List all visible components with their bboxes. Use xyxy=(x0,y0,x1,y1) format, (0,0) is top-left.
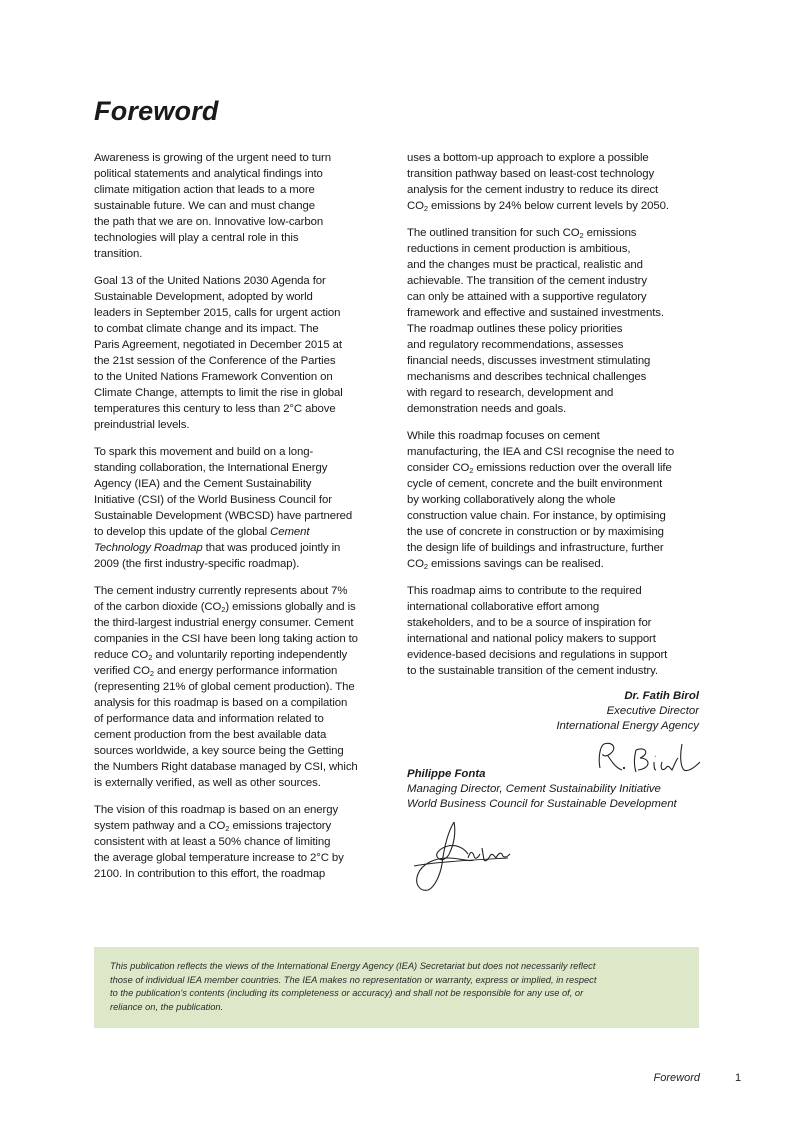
paragraph-goal-13: Goal 13 of the United Nations 2030 Agenda for Sustainable Development, adopted by world leaders in September 2015, calls for urgent action to combat climate change and its impact. The Paris Agreement, negotiated in December 2015 at the 21st session of the Conference of the Parties to the United Nations Framework Convention on Climate Change, attempts to limit the rise in global temperatures this century to less than 2°C above preindustrial levels. xyxy=(94,275,343,431)
text-run: The vision of this roadmap is based on an energy system pathway and a CO xyxy=(94,804,339,832)
text-run: The cement industry currently represents about 7% of the carbon dioxide (CO xyxy=(94,585,348,613)
signatory-name: Dr. Fatih Birol xyxy=(624,690,699,702)
roadmap-title-italic: Cement Technology Roadmap xyxy=(94,526,310,554)
text-run: To spark this movement and build on a long- standing collaboration, the International Energy Agency (IEA) and the Cement Sustainability Initiative (CSI) of the World Business Council for Sustainable Development (WBCSD) have partnered to develop this update of the global xyxy=(94,446,353,538)
subscript-2: 2 xyxy=(225,824,230,833)
text-run: emissions trajectory consistent with at least a 50% chance of limiting the average global temperature increase to 2°C by 2100. In contribution to this effort, the roadmap xyxy=(94,820,344,880)
footer-section-label: Foreword xyxy=(653,1072,700,1084)
text-run: uses a bottom-up approach to explore a possible transition pathway based on least-cost technology analysis for the cement industry to reduce its direct CO xyxy=(407,152,659,212)
paragraph-awareness: Awareness is growing of the urgent need to turn political statements and analytical findings into climate mitigation action that leads to a more sustainable future. We can and must change the path that we are on. Innovative low-carbon technologies will play a central role in this transition. xyxy=(94,152,331,260)
text-run: emissions savings can be realised. xyxy=(427,558,604,570)
signatory-birol xyxy=(407,689,699,734)
subscript-2: 2 xyxy=(423,562,428,571)
paragraph-collaboration xyxy=(94,444,386,572)
text-run: and energy performance information (representing 21% of global cement production). The analysis for this roadmap is based on a compilation of performance data and information related to cement production from the best available data sources worldwide, a key source being the Getting the Numbers Right database managed by CSI, which is externally verified, as well as other sources. xyxy=(94,665,358,789)
disclaimer-text: This publication reflects the views of the International Energy Agency (IEA) Secretariat but does not necessarily reflect those of individual IEA member countries. The IEA makes no representation or warranty, express or implied, in respect to the publication’s contents (including its completeness or accuracy) and shall not be responsible for any use of, or reliance on, the publication. xyxy=(110,961,597,1012)
signatory-fonta xyxy=(407,767,707,812)
paragraph-transition xyxy=(407,225,699,417)
right-column xyxy=(407,150,699,690)
text-run: and voluntarily reporting independently verified CO xyxy=(94,649,348,677)
paragraph-life-cycle xyxy=(407,428,699,572)
disclaimer-box xyxy=(94,947,699,1028)
subscript-2: 2 xyxy=(149,669,154,678)
fonta-signature-image xyxy=(404,818,514,894)
paragraph-bottom-up xyxy=(407,150,699,214)
signatory-title: Managing Director, Cement Sustainability Initiative xyxy=(407,783,661,795)
page-title: Foreword xyxy=(94,96,219,126)
subscript-2: 2 xyxy=(221,605,226,614)
subscript-2: 2 xyxy=(469,466,474,475)
text-run: ) emissions globally and is the third-largest industrial energy consumer. Cement companies in the CSI have been long taking action to reduce CO xyxy=(94,601,358,661)
text-run: emissions reductions in cement production is ambitious, and the changes must be practical, realistic and achievable. The transition of the cement industry can only be attained with a supportive regulatory framework and effective and sustained investments. The roadmap outlines these policy priorities and regulatory recommendations, assesses financial needs, discusses investment stimulating mechanisms and describes technical challenges with regard to research, development and demonstration needs and goals. xyxy=(407,227,664,415)
signatory-org: International Energy Agency xyxy=(556,720,699,732)
left-column xyxy=(94,150,386,893)
text-run: The outlined transition for such CO xyxy=(407,227,580,239)
signatory-org: World Business Council for Sustainable Development xyxy=(407,798,677,810)
signatory-name: Philippe Fonta xyxy=(407,768,486,780)
paragraph-aims: This roadmap aims to contribute to the required international collaborative effort among stakeholders, and to be a source of inspiration for international and national policy makers to support evidence-based decisions and regulations in support to the sustainable transition of the cement industry. xyxy=(407,585,668,677)
subscript-2: 2 xyxy=(148,653,153,662)
subscript-2: 2 xyxy=(423,204,428,213)
signatory-title: Executive Director xyxy=(606,705,699,717)
text-run: While this roadmap focuses on cement manufacturing, the IEA and CSI recognise the need to consider CO xyxy=(407,430,675,474)
text-run: emissions reduction over the overall life cycle of cement, concrete and the built environment by working collaboratively along the whole construction value chain. For instance, by optimising the use of concrete in construction or by maximising the design life of buildings and infrastructure, further CO xyxy=(407,462,672,570)
subscript-2: 2 xyxy=(579,231,584,240)
text-run: that was produced jointly in 2009 (the first industry-specific roadmap). xyxy=(94,542,341,570)
paragraph-cement-industry xyxy=(94,583,386,791)
page-number: 1 xyxy=(735,1072,742,1084)
paragraph-vision xyxy=(94,802,386,882)
text-run: emissions by 24% below current levels by 2050. xyxy=(427,200,669,212)
